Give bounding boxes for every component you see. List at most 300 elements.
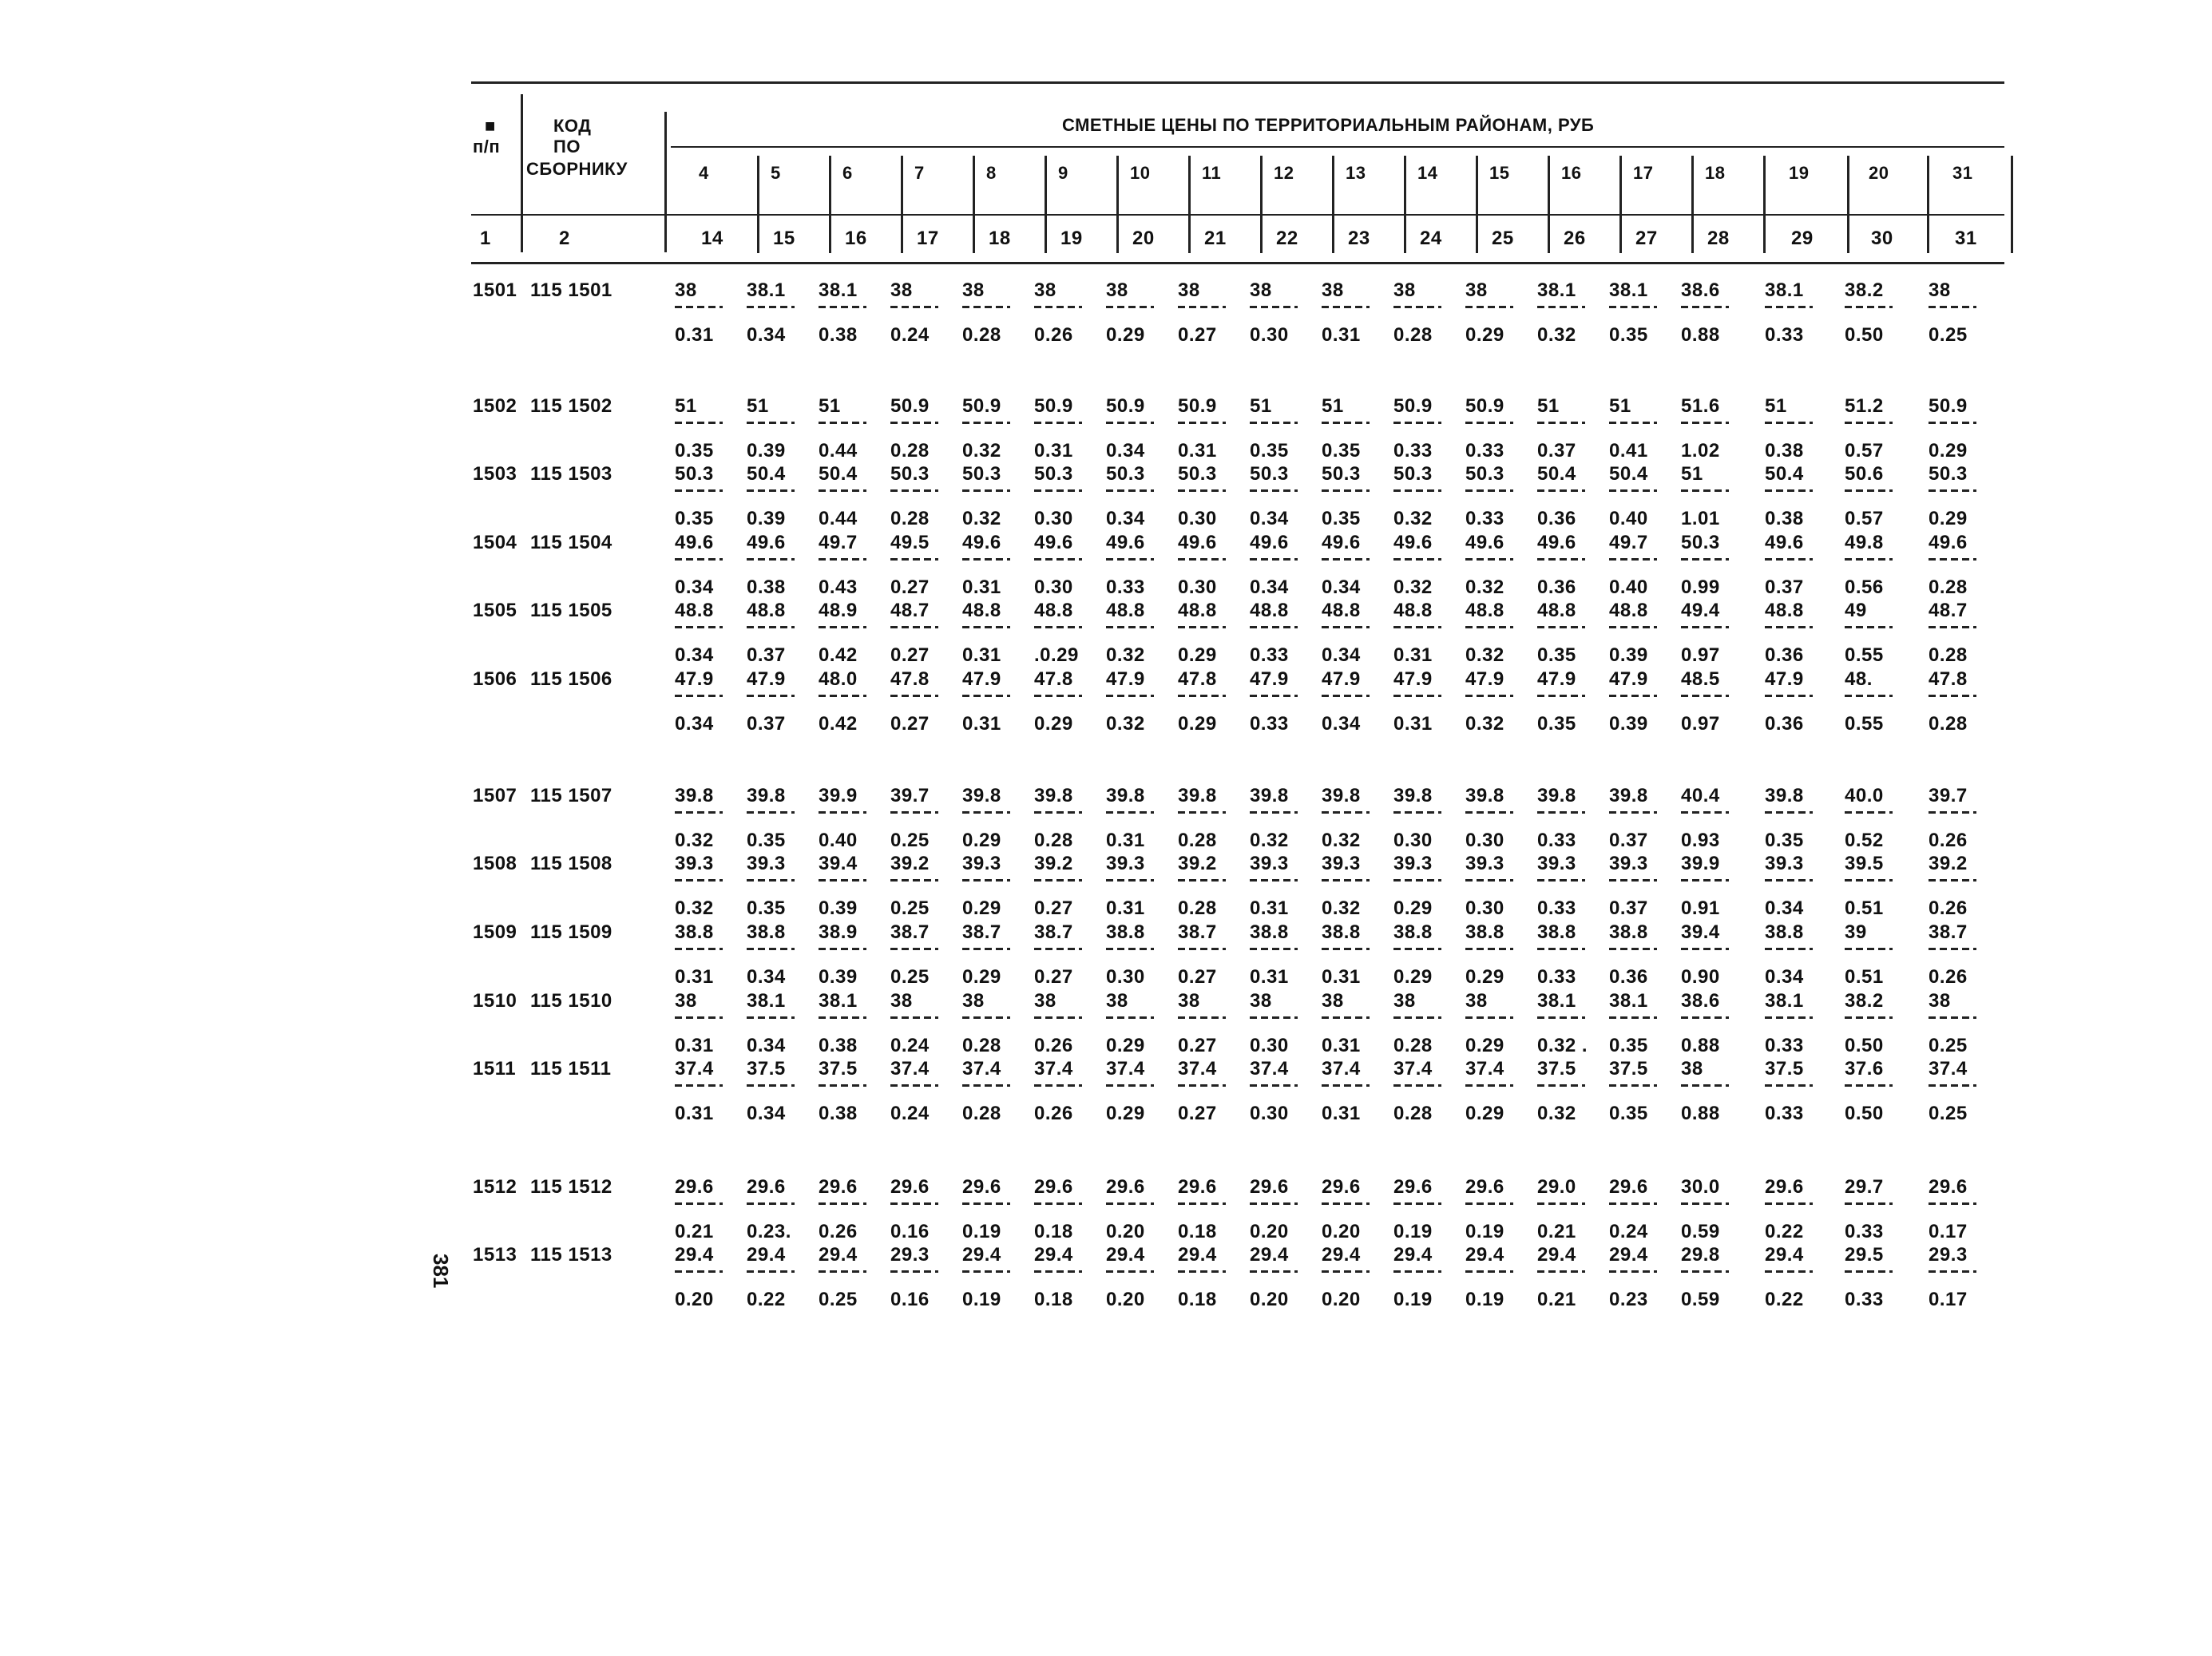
price-value: 47.9	[1393, 668, 1433, 690]
price-value-secondary: 0.25	[1929, 1035, 1968, 1056]
region-column-header: 9	[1058, 163, 1068, 183]
price-value-secondary: 0.30	[1178, 508, 1217, 529]
price-value: 50.3	[1929, 463, 1968, 485]
price-value-secondary: 0.29	[962, 830, 1001, 851]
region-column-separator	[1188, 156, 1191, 253]
fraction-bar	[1609, 1016, 1657, 1019]
price-value-secondary: 0.33	[1465, 508, 1504, 529]
price-value: 38	[1465, 279, 1488, 301]
fraction-bar	[1609, 422, 1657, 424]
fraction-bar	[1322, 306, 1370, 308]
row-code: 115 1504	[530, 532, 612, 553]
price-value: 38.2	[1845, 990, 1884, 1012]
price-value-secondary: 0.30	[1034, 576, 1073, 598]
fraction-bar	[1845, 422, 1893, 424]
price-value: 38.1	[1537, 990, 1576, 1012]
price-value-secondary: 0.33	[1765, 324, 1804, 346]
fraction-bar	[1393, 306, 1441, 308]
region-column-header: 14	[1417, 163, 1438, 183]
price-value-secondary: 0.28	[1178, 897, 1217, 919]
price-value: 38	[1034, 990, 1056, 1012]
price-value-secondary: 0.20	[1106, 1221, 1145, 1242]
index-cell: 17	[917, 228, 939, 249]
price-value: 39.8	[675, 785, 714, 806]
region-column-header: 31	[1952, 163, 1973, 183]
price-value-secondary: 0.28	[1034, 830, 1073, 851]
price-value: 29.4	[747, 1244, 786, 1266]
price-value: 38	[675, 279, 697, 301]
price-value-secondary: 0.30	[1250, 1035, 1289, 1056]
fraction-bar	[1765, 1084, 1813, 1087]
price-value: 37.4	[1322, 1058, 1361, 1080]
price-value: 39.7	[1929, 785, 1968, 806]
price-value-secondary: 0.19	[1393, 1221, 1433, 1242]
price-value-secondary: 0.34	[747, 1035, 786, 1056]
price-value-secondary: 0.25	[890, 897, 930, 919]
fraction-bar	[1178, 879, 1226, 881]
fraction-bar	[1609, 695, 1657, 697]
fraction-bar	[1929, 626, 1976, 628]
fraction-bar	[1681, 1270, 1729, 1273]
price-value: 48.5	[1681, 668, 1720, 690]
region-column-separator	[1927, 156, 1929, 253]
price-value: 39.3	[1465, 853, 1504, 874]
fraction-bar	[747, 695, 795, 697]
price-value: 48.8	[675, 600, 714, 621]
fraction-bar	[1681, 1016, 1729, 1019]
price-value: 40.0	[1845, 785, 1884, 806]
fraction-bar	[1765, 1270, 1813, 1273]
fraction-bar	[819, 811, 866, 814]
group-title: СМЕТНЫЕ ЦЕНЫ ПО ТЕРРИТОРИАЛЬНЫМ РАЙОНАМ, РУБ	[1062, 115, 1595, 135]
price-value: 29.6	[1609, 1176, 1648, 1198]
row-code: 115 1512	[530, 1176, 612, 1198]
fraction-bar	[1765, 811, 1813, 814]
price-value: 38.1	[1609, 990, 1648, 1012]
fraction-bar	[1537, 1270, 1585, 1273]
price-value: 48.8	[1322, 600, 1361, 621]
price-value: 50.4	[747, 463, 786, 485]
price-value-secondary: 0.59	[1681, 1289, 1720, 1310]
price-value: 39.3	[1322, 853, 1361, 874]
price-value-secondary: 0.51	[1845, 897, 1884, 919]
price-value: 39.8	[1609, 785, 1648, 806]
price-value-secondary: 0.32	[962, 440, 1001, 462]
price-value: 50.4	[1609, 463, 1648, 485]
price-value-secondary: 0.91	[1681, 897, 1720, 919]
price-value-secondary: 0.36	[1537, 576, 1576, 598]
price-value-secondary: 0.32	[962, 508, 1001, 529]
fraction-bar	[747, 558, 795, 561]
price-value: 38	[1393, 279, 1416, 301]
price-value-secondary: 0.97	[1681, 644, 1720, 666]
price-value-secondary: 0.36	[1537, 508, 1576, 529]
fraction-bar	[675, 695, 723, 697]
fraction-bar	[1106, 948, 1154, 950]
fraction-bar	[675, 1084, 723, 1087]
fraction-bar	[1106, 306, 1154, 308]
fraction-bar	[962, 1270, 1010, 1273]
region-column-header: 6	[842, 163, 853, 183]
price-value-secondary: 0.30	[1250, 1103, 1289, 1124]
fraction-bar	[1034, 306, 1082, 308]
price-value: 48.0	[819, 668, 858, 690]
fraction-bar	[1681, 306, 1729, 308]
fraction-bar	[1929, 879, 1976, 881]
price-value-secondary: 0.37	[1537, 440, 1576, 462]
price-value-secondary: 0.36	[1765, 713, 1804, 735]
price-value: 29.6	[1178, 1176, 1217, 1198]
price-value: 51.6	[1681, 395, 1720, 417]
price-value: 38	[1929, 990, 1951, 1012]
region-column-header: 7	[914, 163, 925, 183]
fraction-bar	[1250, 558, 1298, 561]
price-value-secondary: 0.24	[1609, 1221, 1648, 1242]
price-value: 39.8	[1034, 785, 1073, 806]
fraction-bar	[890, 306, 938, 308]
price-value-secondary: 0.35	[747, 897, 786, 919]
price-value-secondary: 0.32	[1465, 576, 1504, 598]
fraction-bar	[1250, 695, 1298, 697]
price-value-secondary: 0.29	[962, 966, 1001, 988]
row-number: 1502	[473, 395, 517, 417]
fraction-bar	[1178, 422, 1226, 424]
fraction-bar	[1609, 1202, 1657, 1205]
price-value-secondary: 0.19	[1465, 1289, 1504, 1310]
price-value: 39.8	[747, 785, 786, 806]
price-value: 38	[1178, 279, 1200, 301]
price-value-secondary: 0.40	[819, 830, 858, 851]
index-cell: 18	[989, 228, 1011, 249]
region-column-header: 10	[1130, 163, 1151, 183]
fraction-bar	[819, 695, 866, 697]
price-value-secondary: 0.27	[1178, 1103, 1217, 1124]
price-value-secondary: 0.16	[890, 1221, 930, 1242]
price-value: 39.8	[962, 785, 1001, 806]
price-value: 48.7	[890, 600, 930, 621]
price-value: 29.4	[1537, 1244, 1576, 1266]
price-value-secondary: 0.35	[675, 440, 714, 462]
price-value: 38.7	[1178, 921, 1217, 943]
fraction-bar	[1929, 695, 1976, 697]
price-value-secondary: 0.57	[1845, 440, 1884, 462]
price-value-secondary: 0.29	[962, 897, 1001, 919]
price-value: 38	[1106, 279, 1128, 301]
price-value-secondary: 0.34	[1322, 713, 1361, 735]
col-sep-1	[521, 94, 523, 252]
price-value-secondary: 0.27	[890, 644, 930, 666]
region-column-separator	[1045, 156, 1047, 253]
price-value: 29.6	[962, 1176, 1001, 1198]
price-value: 50.3	[1034, 463, 1073, 485]
price-value-secondary: 0.29	[1106, 1035, 1145, 1056]
fraction-bar	[1034, 879, 1082, 881]
price-value: 47.8	[1178, 668, 1217, 690]
price-value: 50.9	[890, 395, 930, 417]
price-value-secondary: 0.35	[1537, 713, 1576, 735]
price-value: 39.2	[1178, 853, 1217, 874]
price-value-secondary: 0.37	[1609, 897, 1648, 919]
price-value: 38	[1322, 990, 1344, 1012]
price-value-secondary: 0.27	[890, 713, 930, 735]
row-number: 1505	[473, 600, 517, 621]
price-value-secondary: 0.21	[1537, 1221, 1576, 1242]
price-value-secondary: 0.34	[1106, 508, 1145, 529]
price-value-secondary: 0.26	[1929, 966, 1968, 988]
price-value: 38.7	[890, 921, 930, 943]
region-column-header: 20	[1869, 163, 1889, 183]
fraction-bar	[1250, 1270, 1298, 1273]
price-value-secondary: 0.29	[1929, 508, 1968, 529]
fraction-bar	[1106, 422, 1154, 424]
price-value-secondary: 0.35	[1609, 324, 1648, 346]
price-value: 49.8	[1845, 532, 1884, 553]
price-value: 50.4	[819, 463, 858, 485]
price-value-secondary: 0.40	[1609, 508, 1648, 529]
row-code: 115 1503	[530, 463, 612, 485]
price-value-secondary: 0.31	[1322, 1103, 1361, 1124]
price-value-secondary: 0.28	[962, 324, 1001, 346]
price-value-secondary: 0.26	[819, 1221, 858, 1242]
price-value: 51	[819, 395, 841, 417]
price-value-secondary: 0.29	[1465, 966, 1504, 988]
region-column-header: 5	[771, 163, 781, 183]
fraction-bar	[1250, 489, 1298, 492]
fraction-bar	[1322, 879, 1370, 881]
price-value-secondary: 0.20	[1250, 1221, 1289, 1242]
price-value: 49.5	[890, 532, 930, 553]
price-value: 29.4	[1322, 1244, 1361, 1266]
row-code: 115 1501	[530, 279, 612, 301]
fraction-bar	[1765, 306, 1813, 308]
price-value: 29.6	[890, 1176, 930, 1198]
fraction-bar	[890, 695, 938, 697]
fraction-bar	[1537, 558, 1585, 561]
fraction-bar	[1393, 558, 1441, 561]
price-value: 38.8	[1106, 921, 1145, 943]
price-value: 38.1	[1609, 279, 1648, 301]
price-value-secondary: 0.29	[1465, 324, 1504, 346]
price-value-secondary: 0.31	[1178, 440, 1217, 462]
price-value: 47.9	[962, 668, 1001, 690]
fraction-bar	[1393, 1270, 1441, 1273]
fraction-bar	[1537, 1202, 1585, 1205]
col-code-label-1: КОД	[553, 116, 592, 136]
price-value-secondary: 0.27	[890, 576, 930, 598]
price-value-secondary: 0.34	[675, 576, 714, 598]
fraction-bar	[675, 1202, 723, 1205]
price-value-secondary: 0.28	[962, 1103, 1001, 1124]
row-number: 1510	[473, 990, 517, 1012]
fraction-bar	[1465, 1016, 1513, 1019]
row-number: 1504	[473, 532, 517, 553]
price-value-secondary: 0.31	[1322, 1035, 1361, 1056]
row-code: 115 1509	[530, 921, 612, 943]
fraction-bar	[747, 1202, 795, 1205]
fraction-bar	[1178, 948, 1226, 950]
fraction-bar	[1681, 626, 1729, 628]
fraction-bar	[1609, 948, 1657, 950]
fraction-bar	[962, 879, 1010, 881]
price-value-secondary: 0.19	[1393, 1289, 1433, 1310]
region-column-header: 19	[1789, 163, 1810, 183]
fraction-bar	[1322, 1084, 1370, 1087]
price-value-secondary: 0.29	[1393, 966, 1433, 988]
fraction-bar	[1681, 1084, 1729, 1087]
fraction-bar	[675, 811, 723, 814]
price-value-secondary: 1.01	[1681, 508, 1720, 529]
price-value-secondary: 0.32	[1537, 324, 1576, 346]
fraction-bar	[1393, 1016, 1441, 1019]
fraction-bar	[1765, 558, 1813, 561]
row-code: 115 1511	[530, 1058, 612, 1080]
price-value-secondary: 0.41	[1609, 440, 1648, 462]
fraction-bar	[819, 422, 866, 424]
price-value: 39.8	[1106, 785, 1145, 806]
price-value-secondary: 0.37	[747, 713, 786, 735]
fraction-bar	[1845, 626, 1893, 628]
price-value: 47.8	[1034, 668, 1073, 690]
fraction-bar	[1322, 558, 1370, 561]
price-value: 38	[1106, 990, 1128, 1012]
fraction-bar	[819, 558, 866, 561]
fraction-bar	[1765, 422, 1813, 424]
index-cell: 19	[1060, 228, 1083, 249]
region-column-separator	[1116, 156, 1119, 253]
price-value-secondary: 0.33	[1465, 440, 1504, 462]
fraction-bar	[1845, 948, 1893, 950]
price-value: 50.3	[1322, 463, 1361, 485]
price-value: 38	[962, 279, 985, 301]
price-value: 29.4	[1393, 1244, 1433, 1266]
price-value-secondary: 1.02	[1681, 440, 1720, 462]
price-value-secondary: 0.32	[1322, 897, 1361, 919]
price-value: 38.8	[1609, 921, 1648, 943]
region-column-separator	[1476, 156, 1478, 253]
fraction-bar	[1322, 1202, 1370, 1205]
price-value: 39.8	[1393, 785, 1433, 806]
price-value-secondary: 0.34	[747, 324, 786, 346]
price-value-secondary: 0.28	[1393, 1103, 1433, 1124]
price-value: 48.8	[1465, 600, 1504, 621]
price-value: 39.3	[747, 853, 786, 874]
fraction-bar	[1106, 558, 1154, 561]
price-value: 39.2	[1034, 853, 1073, 874]
price-value-secondary: 0.32	[1250, 830, 1289, 851]
fraction-bar	[1465, 626, 1513, 628]
price-value-secondary: 0.32	[1465, 713, 1504, 735]
fraction-bar	[1250, 626, 1298, 628]
fraction-bar	[962, 558, 1010, 561]
price-value: 29.0	[1537, 1176, 1576, 1198]
fraction-bar	[1465, 422, 1513, 424]
fraction-bar	[1322, 811, 1370, 814]
price-value-secondary: 0.38	[819, 324, 858, 346]
price-value-secondary: 0.28	[1178, 830, 1217, 851]
price-value: 29.4	[1250, 1244, 1289, 1266]
fraction-bar	[1322, 489, 1370, 492]
price-value: 39.3	[675, 853, 714, 874]
fraction-bar	[1034, 489, 1082, 492]
fraction-bar	[1681, 811, 1729, 814]
price-value-secondary: 0.32	[1106, 713, 1145, 735]
price-value: 38.8	[1322, 921, 1361, 943]
price-value-secondary: 0.56	[1845, 576, 1884, 598]
price-value: 50.3	[1106, 463, 1145, 485]
fraction-bar	[1537, 306, 1585, 308]
price-value-secondary: 0.17	[1929, 1221, 1968, 1242]
fraction-bar	[1845, 306, 1893, 308]
region-column-header: 16	[1561, 163, 1582, 183]
price-value-secondary: 0.31	[1322, 966, 1361, 988]
price-value-secondary: 0.24	[890, 324, 930, 346]
price-value: 47.9	[1537, 668, 1576, 690]
fraction-bar	[1034, 626, 1082, 628]
row-number: 1508	[473, 853, 517, 874]
fraction-bar	[1250, 879, 1298, 881]
price-value-secondary: 0.16	[890, 1289, 930, 1310]
fraction-bar	[675, 306, 723, 308]
price-value: 37.4	[1465, 1058, 1504, 1080]
price-value-secondary: 0.39	[747, 508, 786, 529]
fraction-bar	[1106, 626, 1154, 628]
price-value: 50.3	[1465, 463, 1504, 485]
price-value: 51	[1609, 395, 1631, 417]
price-value: 39.4	[1681, 921, 1720, 943]
price-value-secondary: 0.33	[1106, 576, 1145, 598]
fraction-bar	[1609, 558, 1657, 561]
fraction-bar	[1609, 811, 1657, 814]
fraction-bar	[1929, 489, 1976, 492]
fraction-bar	[819, 1084, 866, 1087]
index-cell: 28	[1707, 228, 1730, 249]
fraction-bar	[890, 1084, 938, 1087]
price-value-secondary: 0.24	[890, 1035, 930, 1056]
price-value: 29.7	[1845, 1176, 1884, 1198]
price-value: 50.9	[1465, 395, 1504, 417]
price-value-secondary: 0.43	[819, 576, 858, 598]
fraction-bar	[747, 879, 795, 881]
fraction-bar	[1034, 1270, 1082, 1273]
col-no-mark: ■	[485, 116, 496, 136]
price-value: 38.6	[1681, 990, 1720, 1012]
price-value-secondary: 0.27	[1034, 897, 1073, 919]
fraction-bar	[1537, 948, 1585, 950]
index-cell: 16	[845, 228, 867, 249]
region-column-separator	[829, 156, 831, 253]
price-value: 47.9	[1322, 668, 1361, 690]
region-column-header: 13	[1346, 163, 1366, 183]
price-value: 50.3	[1393, 463, 1433, 485]
fraction-bar	[1765, 695, 1813, 697]
price-value: 29.6	[1106, 1176, 1145, 1198]
price-value-secondary: 0.57	[1845, 508, 1884, 529]
price-value: 48.8	[1250, 600, 1289, 621]
price-value: 29.6	[1322, 1176, 1361, 1198]
fraction-bar	[1106, 1270, 1154, 1273]
price-value-secondary: 0.27	[1178, 966, 1217, 988]
price-value-secondary: 0.55	[1845, 713, 1884, 735]
index-cell: 25	[1492, 228, 1514, 249]
price-value-secondary: 0.29	[1178, 644, 1217, 666]
price-value-secondary: 0.30	[1178, 576, 1217, 598]
price-value-secondary: 0.31	[1034, 440, 1073, 462]
price-value: 48.8	[1178, 600, 1217, 621]
fraction-bar	[1106, 1016, 1154, 1019]
fraction-bar	[890, 1016, 938, 1019]
price-value: 51	[1537, 395, 1560, 417]
fraction-bar	[1929, 558, 1976, 561]
